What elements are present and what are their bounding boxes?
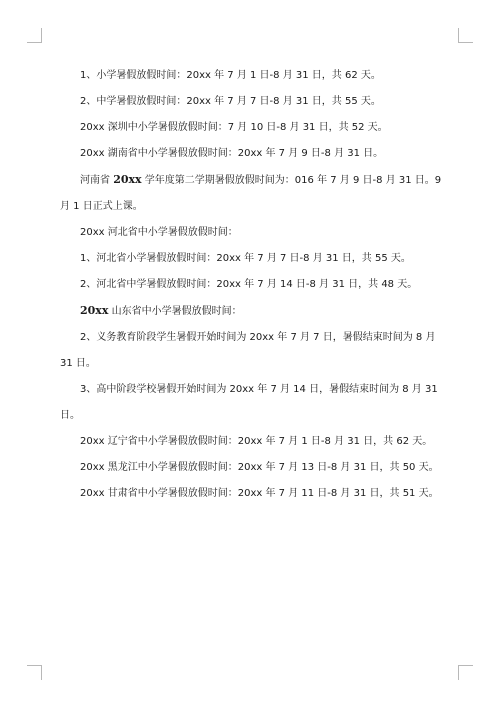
paragraph-compulsory-education: 2、义务教育阶段学生暑假开始时间为 20xx 年 7 月 7 日，暑假结束时间为 8 月 31 日。: [60, 332, 436, 369]
paragraph-hebei-heading: 20xx 河北省中小学暑假放假时间：: [80, 227, 238, 238]
margin-corner-bottom-left: [27, 665, 42, 680]
paragraph-henan-year: 20xx: [113, 173, 142, 186]
document-body: [60, 63, 444, 507]
paragraph-henan: [60, 167, 444, 220]
paragraph-shandong-heading: [60, 298, 444, 325]
paragraph-shandong-year: 20xx: [80, 304, 109, 317]
paragraph-heilongjiang: 20xx 黑龙江中小学暑假放假时间：20xx 年 7 月 13 日-8 月 31 日，共 50 天。: [80, 462, 439, 473]
paragraph-hebei-primary: 1、河北省小学暑假放假时间：20xx 年 7 月 7 日-8 月 31 日，共 55 天。: [80, 253, 411, 264]
paragraph-henan-before: 河南省: [80, 175, 114, 186]
margin-corner-top-left: [27, 28, 42, 43]
paragraph-hunan: 20xx 湖南省中小学暑假放假时间：20xx 年 7 月 9 日-8 月 31 日。: [80, 148, 384, 159]
paragraph-henan-after: 学年度第二学期暑假放假时间为：016 年 7 月 9 日-8 月 31 日。9 月 1 日正式上课。: [60, 175, 442, 212]
paragraph-shandong-after: 山东省中小学暑假放假时间：: [108, 306, 242, 317]
margin-corner-top-right: [458, 28, 473, 43]
paragraph-hebei-middle: 2、河北省中学暑假放假时间：20xx 年 7 月 14 日-8 月 31 日，共 48 天。: [80, 279, 418, 290]
paragraph-primary-school-break: 1、小学暑假放假时间：20xx 年 7 月 1 日-8 月 31 日，共 62 天。: [80, 70, 381, 81]
margin-corner-bottom-right: [458, 665, 473, 680]
paragraph-liaoning: 20xx 辽宁省中小学暑假放假时间：20xx 年 7 月 1 日-8 月 31 日，共 62 天。: [80, 436, 433, 447]
paragraph-high-school: 3、高中阶段学校暑假开始时间为 20xx 年 7 月 14 日，暑假结束时间为 8 月 31 日。: [60, 384, 438, 421]
paragraph-shenzhen: 20xx 深圳中小学暑假放假时间：7 月 10 日-8 月 31 日，共 52 天。: [80, 122, 388, 133]
paragraph-middle-school-break: 2、中学暑假放假时间：20xx 年 7 月 7 日-8 月 31 日，共 55 天。: [80, 96, 381, 107]
paragraph-gansu: 20xx 甘肃省中小学暑假放假时间：20xx 年 7 月 11 日-8 月 31 日，共 51 天。: [80, 488, 439, 499]
